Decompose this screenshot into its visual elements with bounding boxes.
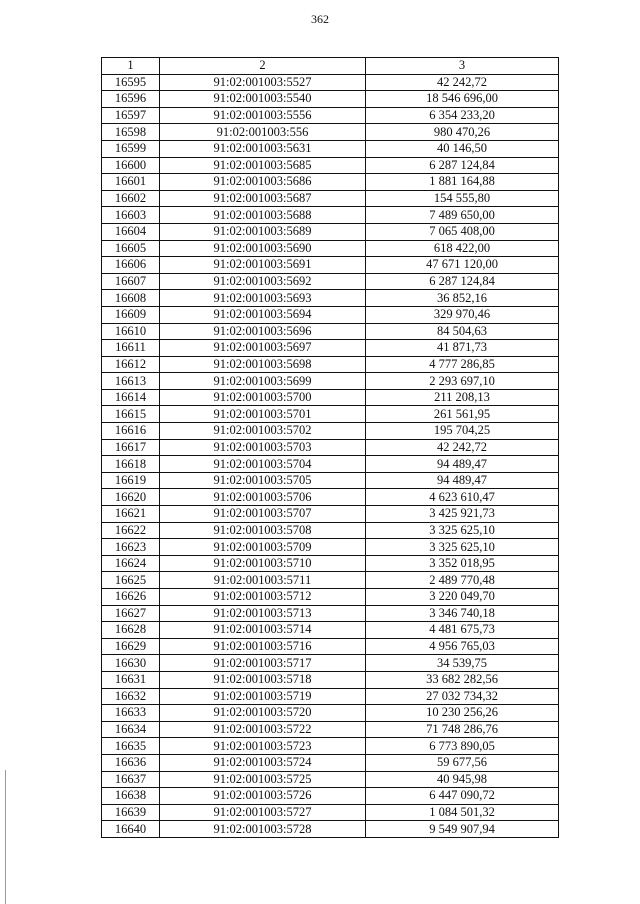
cadastral-number-cell: 91:02:001003:5726 — [160, 788, 366, 805]
cadastral-number-cell: 91:02:001003:5704 — [160, 456, 366, 473]
row-number-cell: 16599 — [102, 140, 160, 157]
row-number-cell: 16624 — [102, 555, 160, 572]
value-cell: 71 748 286,76 — [366, 721, 559, 738]
page-number: 362 — [311, 12, 329, 26]
table-row — [102, 506, 559, 523]
row-number-cell: 16638 — [102, 788, 160, 805]
value-cell: 9 549 907,94 — [366, 821, 559, 838]
row-number-cell: 16635 — [102, 738, 160, 755]
value-cell: 154 555,80 — [366, 190, 559, 207]
cadastral-number-cell: 91:02:001003:5727 — [160, 804, 366, 821]
table-body — [102, 74, 559, 837]
row-number-cell: 16600 — [102, 157, 160, 174]
table-row — [102, 423, 559, 440]
column-header-2: 2 — [160, 58, 366, 75]
table-header — [102, 58, 559, 75]
table-row — [102, 572, 559, 589]
row-number-cell: 16637 — [102, 771, 160, 788]
value-cell: 42 242,72 — [366, 439, 559, 456]
value-cell: 3 352 018,95 — [366, 555, 559, 572]
row-number-cell: 16634 — [102, 721, 160, 738]
value-cell: 261 561,95 — [366, 406, 559, 423]
cadastral-number-cell: 91:02:001003:5693 — [160, 290, 366, 307]
cadastral-number-cell: 91:02:001003:5527 — [160, 74, 366, 91]
value-cell: 4 481 675,73 — [366, 622, 559, 639]
row-number-cell: 16607 — [102, 273, 160, 290]
table-row — [102, 439, 559, 456]
value-cell: 980 470,26 — [366, 124, 559, 141]
table-row — [102, 273, 559, 290]
row-number-cell: 16615 — [102, 406, 160, 423]
row-number-cell: 16603 — [102, 207, 160, 224]
table-row — [102, 174, 559, 191]
cadastral-number-cell: 91:02:001003:5709 — [160, 539, 366, 556]
row-number-cell: 16631 — [102, 671, 160, 688]
row-number-cell: 16611 — [102, 340, 160, 357]
value-cell: 94 489,47 — [366, 472, 559, 489]
table-row — [102, 306, 559, 323]
value-cell: 27 032 734,32 — [366, 688, 559, 705]
value-cell: 6 354 233,20 — [366, 107, 559, 124]
cadastral-number-cell: 91:02:001003:5699 — [160, 373, 366, 390]
row-number-cell: 16639 — [102, 804, 160, 821]
table-row — [102, 655, 559, 672]
row-number-cell: 16629 — [102, 638, 160, 655]
table-row — [102, 589, 559, 606]
row-number-cell: 16619 — [102, 472, 160, 489]
cadastral-number-cell: 91:02:001003:5719 — [160, 688, 366, 705]
cadastral-number-cell: 91:02:001003:5728 — [160, 821, 366, 838]
table-row — [102, 124, 559, 141]
value-cell: 7 489 650,00 — [366, 207, 559, 224]
table-row — [102, 721, 559, 738]
row-number-cell: 16606 — [102, 257, 160, 274]
cadastral-number-cell: 91:02:001003:5725 — [160, 771, 366, 788]
row-number-cell: 16623 — [102, 539, 160, 556]
cadastral-number-cell: 91:02:001003:5696 — [160, 323, 366, 340]
table-row — [102, 140, 559, 157]
row-number-cell: 16626 — [102, 589, 160, 606]
row-number-cell: 16627 — [102, 605, 160, 622]
cadastral-number-cell: 91:02:001003:5685 — [160, 157, 366, 174]
row-number-cell: 16632 — [102, 688, 160, 705]
value-cell: 3 220 049,70 — [366, 589, 559, 606]
header-row — [102, 58, 559, 75]
table-row — [102, 373, 559, 390]
table-row — [102, 91, 559, 108]
table-row — [102, 107, 559, 124]
cadastral-number-cell: 91:02:001003:5556 — [160, 107, 366, 124]
margin-scan-line — [5, 770, 6, 904]
cadastral-number-cell: 91:02:001003:5722 — [160, 721, 366, 738]
cadastral-number-cell: 91:02:001003:5692 — [160, 273, 366, 290]
cadastral-number-cell: 91:02:001003:5688 — [160, 207, 366, 224]
table-row — [102, 223, 559, 240]
table-row — [102, 788, 559, 805]
cadastral-number-cell: 91:02:001003:5631 — [160, 140, 366, 157]
cadastral-number-cell: 91:02:001003:556 — [160, 124, 366, 141]
cadastral-number-cell: 91:02:001003:5691 — [160, 257, 366, 274]
table-row — [102, 622, 559, 639]
table-row — [102, 705, 559, 722]
cadastral-number-cell: 91:02:001003:5713 — [160, 605, 366, 622]
row-number-cell: 16630 — [102, 655, 160, 672]
value-cell: 18 546 696,00 — [366, 91, 559, 108]
value-cell: 47 671 120,00 — [366, 257, 559, 274]
table-row — [102, 738, 559, 755]
cadastral-number-cell: 91:02:001003:5711 — [160, 572, 366, 589]
value-cell: 2 293 697,10 — [366, 373, 559, 390]
table-row — [102, 323, 559, 340]
row-number-cell: 16628 — [102, 622, 160, 639]
row-number-cell: 16595 — [102, 74, 160, 91]
value-cell: 94 489,47 — [366, 456, 559, 473]
row-number-cell: 16621 — [102, 506, 160, 523]
cadastral-number-cell: 91:02:001003:5723 — [160, 738, 366, 755]
table-row — [102, 190, 559, 207]
row-number-cell: 16601 — [102, 174, 160, 191]
row-number-cell: 16614 — [102, 389, 160, 406]
value-cell: 211 208,13 — [366, 389, 559, 406]
value-cell: 4 956 765,03 — [366, 638, 559, 655]
cadastral-number-cell: 91:02:001003:5720 — [160, 705, 366, 722]
value-cell: 36 852,16 — [366, 290, 559, 307]
table-row — [102, 638, 559, 655]
row-number-cell: 16636 — [102, 754, 160, 771]
table-row — [102, 456, 559, 473]
value-cell: 4 623 610,47 — [366, 489, 559, 506]
table-row — [102, 555, 559, 572]
value-cell: 10 230 256,26 — [366, 705, 559, 722]
cadastral-number-cell: 91:02:001003:5689 — [160, 223, 366, 240]
table-row — [102, 804, 559, 821]
row-number-cell: 16612 — [102, 356, 160, 373]
cadastral-number-cell: 91:02:001003:5687 — [160, 190, 366, 207]
table-row — [102, 406, 559, 423]
table-row — [102, 671, 559, 688]
table-row — [102, 389, 559, 406]
table-row — [102, 257, 559, 274]
value-cell: 3 425 921,73 — [366, 506, 559, 523]
value-cell: 34 539,75 — [366, 655, 559, 672]
value-cell: 33 682 282,56 — [366, 671, 559, 688]
row-number-cell: 16620 — [102, 489, 160, 506]
value-cell: 42 242,72 — [366, 74, 559, 91]
table-row — [102, 821, 559, 838]
row-number-cell: 16613 — [102, 373, 160, 390]
value-cell: 1 881 164,88 — [366, 174, 559, 191]
table-row — [102, 605, 559, 622]
cadastral-number-cell: 91:02:001003:5707 — [160, 506, 366, 523]
value-cell: 6 287 124,84 — [366, 273, 559, 290]
table-row — [102, 356, 559, 373]
value-cell: 4 777 286,85 — [366, 356, 559, 373]
cadastral-number-cell: 91:02:001003:5701 — [160, 406, 366, 423]
cadastral-number-cell: 91:02:001003:5705 — [160, 472, 366, 489]
value-cell: 3 325 625,10 — [366, 522, 559, 539]
cadastral-number-cell: 91:02:001003:5710 — [160, 555, 366, 572]
row-number-cell: 16618 — [102, 456, 160, 473]
table-row — [102, 688, 559, 705]
value-cell: 7 065 408,00 — [366, 223, 559, 240]
data-table — [101, 57, 559, 838]
cadastral-number-cell: 91:02:001003:5697 — [160, 340, 366, 357]
value-cell: 195 704,25 — [366, 423, 559, 440]
cadastral-number-cell: 91:02:001003:5714 — [160, 622, 366, 639]
value-cell: 6 447 090,72 — [366, 788, 559, 805]
cadastral-number-cell: 91:02:001003:5703 — [160, 439, 366, 456]
table-row — [102, 207, 559, 224]
row-number-cell: 16598 — [102, 124, 160, 141]
value-cell: 41 871,73 — [366, 340, 559, 357]
row-number-cell: 16604 — [102, 223, 160, 240]
table-row — [102, 754, 559, 771]
table-row — [102, 539, 559, 556]
row-number-cell: 16596 — [102, 91, 160, 108]
value-cell: 3 346 740,18 — [366, 605, 559, 622]
table-row — [102, 74, 559, 91]
value-cell: 1 084 501,32 — [366, 804, 559, 821]
row-number-cell: 16602 — [102, 190, 160, 207]
cadastral-number-cell: 91:02:001003:5540 — [160, 91, 366, 108]
value-cell: 329 970,46 — [366, 306, 559, 323]
row-number-cell: 16640 — [102, 821, 160, 838]
column-header-1: 1 — [102, 58, 160, 75]
cadastral-number-cell: 91:02:001003:5690 — [160, 240, 366, 257]
table-row — [102, 290, 559, 307]
cadastral-number-cell: 91:02:001003:5708 — [160, 522, 366, 539]
value-cell: 618 422,00 — [366, 240, 559, 257]
cadastral-number-cell: 91:02:001003:5694 — [160, 306, 366, 323]
value-cell: 59 677,56 — [366, 754, 559, 771]
row-number-cell: 16597 — [102, 107, 160, 124]
table-row — [102, 157, 559, 174]
table-row — [102, 240, 559, 257]
row-number-cell: 16610 — [102, 323, 160, 340]
column-header-3: 3 — [366, 58, 559, 75]
value-cell: 40 146,50 — [366, 140, 559, 157]
cadastral-number-cell: 91:02:001003:5706 — [160, 489, 366, 506]
cadastral-number-cell: 91:02:001003:5702 — [160, 423, 366, 440]
value-cell: 84 504,63 — [366, 323, 559, 340]
cadastral-number-cell: 91:02:001003:5700 — [160, 389, 366, 406]
value-cell: 3 325 625,10 — [366, 539, 559, 556]
cadastral-number-cell: 91:02:001003:5698 — [160, 356, 366, 373]
value-cell: 6 773 890,05 — [366, 738, 559, 755]
value-cell: 40 945,98 — [366, 771, 559, 788]
table-row — [102, 489, 559, 506]
row-number-cell: 16622 — [102, 522, 160, 539]
table-row — [102, 522, 559, 539]
row-number-cell: 16617 — [102, 439, 160, 456]
cadastral-number-cell: 91:02:001003:5718 — [160, 671, 366, 688]
cadastral-number-cell: 91:02:001003:5686 — [160, 174, 366, 191]
row-number-cell: 16625 — [102, 572, 160, 589]
row-number-cell: 16616 — [102, 423, 160, 440]
row-number-cell: 16609 — [102, 306, 160, 323]
value-cell: 2 489 770,48 — [366, 572, 559, 589]
cadastral-number-cell: 91:02:001003:5717 — [160, 655, 366, 672]
cadastral-number-cell: 91:02:001003:5716 — [160, 638, 366, 655]
row-number-cell: 16605 — [102, 240, 160, 257]
row-number-cell: 16633 — [102, 705, 160, 722]
cadastral-number-cell: 91:02:001003:5712 — [160, 589, 366, 606]
row-number-cell: 16608 — [102, 290, 160, 307]
table-row — [102, 771, 559, 788]
cadastral-number-cell: 91:02:001003:5724 — [160, 754, 366, 771]
value-cell: 6 287 124,84 — [366, 157, 559, 174]
table-row — [102, 340, 559, 357]
table-row — [102, 472, 559, 489]
